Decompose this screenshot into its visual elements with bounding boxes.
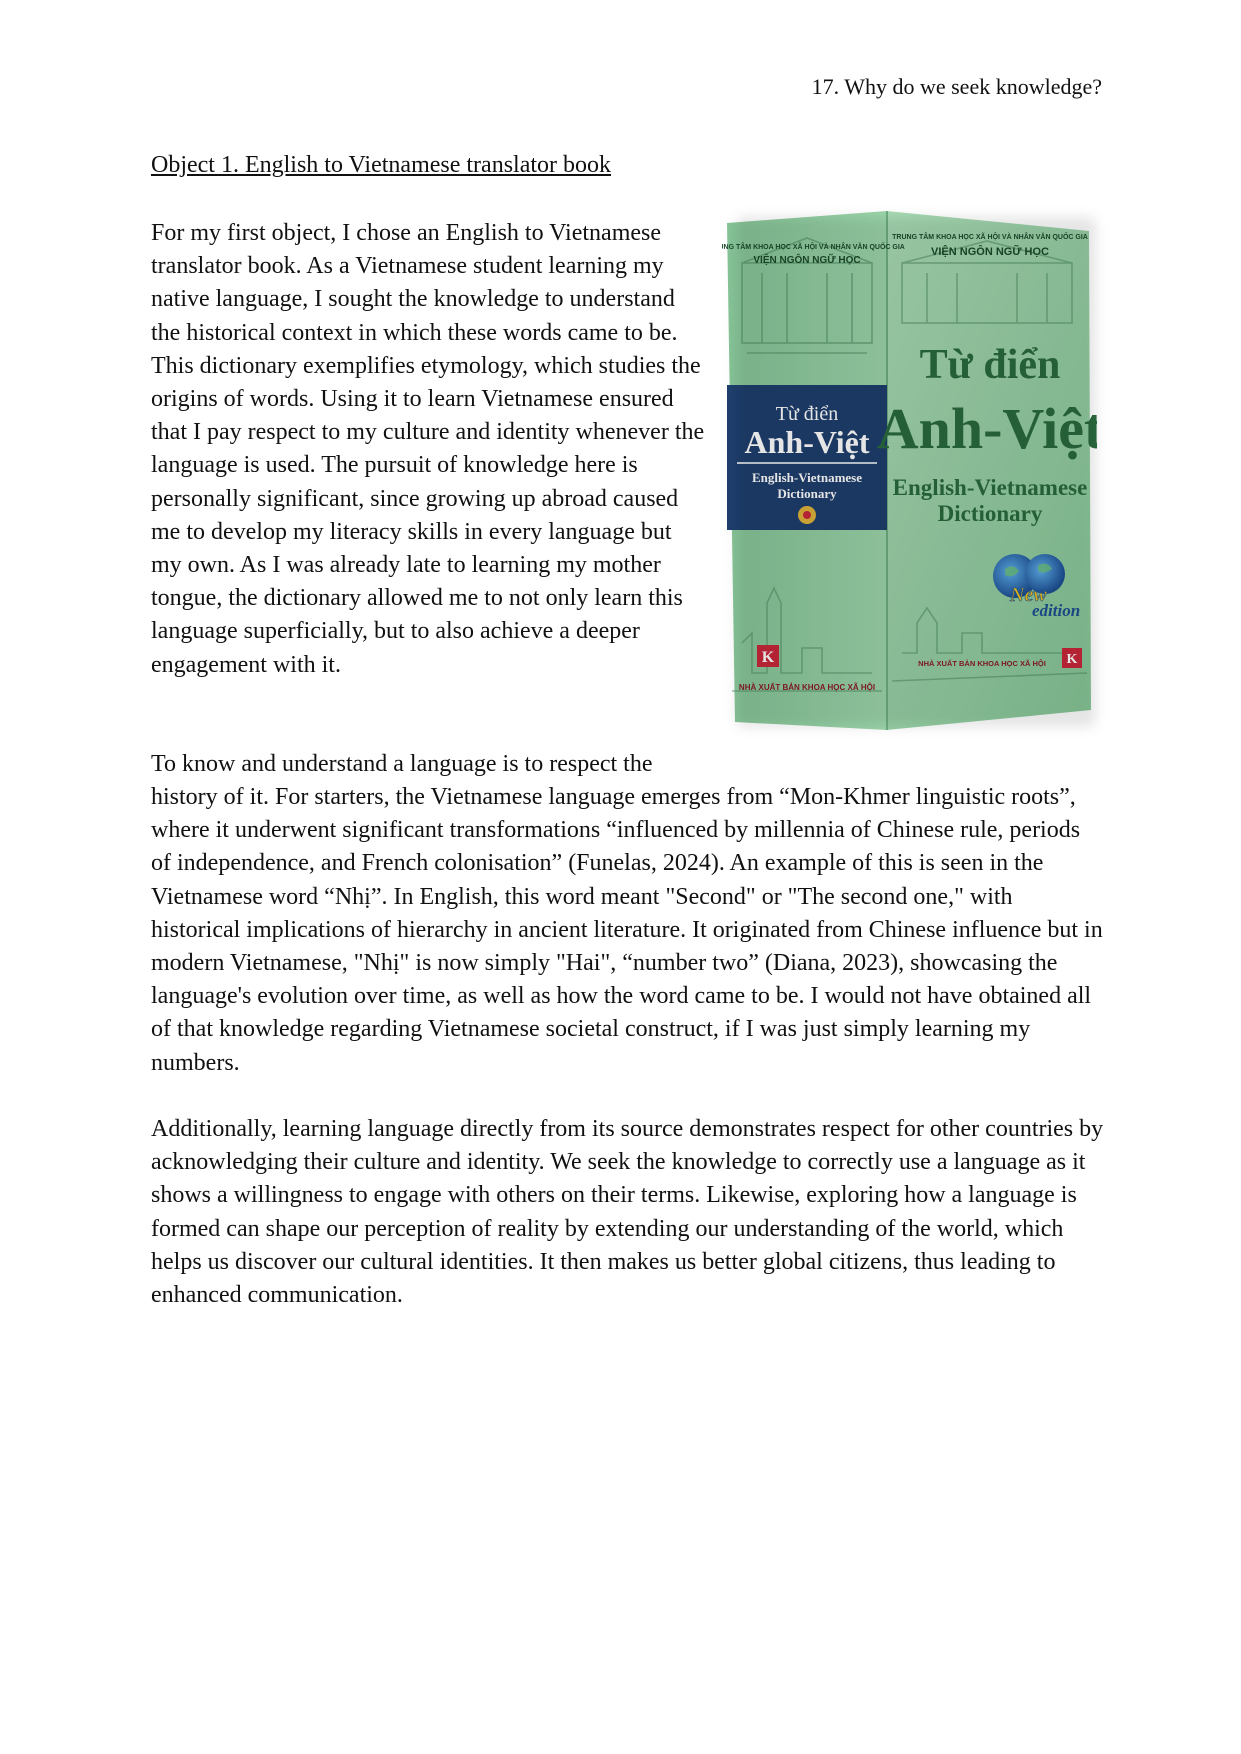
svg-text:K: K bbox=[761, 649, 775, 666]
spine-institute-name: VIỆN NGÔN NGỮ HỌC bbox=[753, 255, 861, 266]
cover-institute-line: TRUNG TÂM KHOA HỌC XÃ HỘI VÀ NHÂN VĂN QUỐC GIA bbox=[892, 234, 1088, 241]
spine-title-small: Từ điển bbox=[775, 403, 839, 425]
paragraph-history: history of it. For starters, the Vietnamese language emerges from “Mon-Khmer linguistic roots”, where it underwent significant transformations “influenced by millennia of Chinese rule, periods of independence, and French colonisation” (Funelas, 2024). An example of this is seen in the Vietnamese word “Nhị”. In English, this word meant "Second" or "The second one," with historical implications of hierarchy in ancient literature. It originated from Chinese influence but in modern Vietnamese, "Nhị" is now simply "Hai", “number two” (Diana, 2023), showcasing the language's evolution over time, as well as how the word came to be. I would not have obtained all of that knowledge regarding Vietnamese societal construct, if I was just simply learning my numbers. bbox=[151, 784, 1103, 1076]
paragraph-history-first-line: To know and understand a language is to respect the bbox=[151, 751, 653, 777]
cover-title-small: Từ điển bbox=[919, 342, 1061, 388]
cover-subtitle-line2: Dictionary bbox=[937, 501, 1043, 526]
spine-publisher-name: NHÀ XUẤT BẢN KHOA HỌC XÃ HỘI bbox=[738, 683, 876, 692]
spine-title-main: Anh-Việt bbox=[744, 424, 870, 460]
cover-publisher-name: NHÀ XUẤT BẢN KHOA HỌC XÃ HỘI bbox=[918, 659, 1046, 668]
badge-new-text: New bbox=[1010, 584, 1047, 606]
page-header-title: 17. Why do we seek knowledge? bbox=[811, 74, 1102, 99]
cover-institute-name: VIỆN NGÔN NGỮ HỌC bbox=[931, 246, 1049, 258]
cover-subtitle-line1: English-Vietnamese bbox=[892, 475, 1088, 500]
spine-institute-line: TRUNG TÂM KHOA HỌC XÃ HỘI VÀ NHÂN VĂN QUỐC GIA bbox=[722, 244, 905, 251]
paragraph-intro: For my first object, I chose an English to Vietnamese translator book. As a Vietnamese student learning my native language, I sought the knowledge to understand the historical context in which these words came to be. This dictionary exemplifies etymology, which studies the origins of words. Using it to learn Vietnamese ensured that I pay respect to my culture and identity whenever the language is used. The pursuit of knowledge here is personally significant, since growing up abroad caused me to develop my literacy skills in every language but my own. As I was already late to learning my mother tongue, the dictionary allowed me to not only learn this language superficially, but to also achieve a deeper engagement with it. bbox=[151, 220, 705, 678]
spine-subtitle-line1: English-Vietnamese bbox=[751, 470, 863, 485]
paragraph-respect: Additionally, learning language directly from its source demonstrates respect for other countries by acknowledging their culture and identity. We seek the knowledge to correctly use a language as it shows a willingness to engage with others on their terms. Likewise, exploring how a language is formed can shape our perception of reality by extending our understanding of the world, which helps us discover our cultural identities. It then makes us better global citizens, thus leading to enhanced communication. bbox=[151, 1116, 1104, 1309]
dictionary-book-image bbox=[722, 203, 1097, 730]
badge-edition-text: edition bbox=[1032, 601, 1081, 620]
spine-subtitle-line2: Dictionary bbox=[777, 486, 837, 501]
cover-title-main: Anh-Việt bbox=[876, 396, 1097, 461]
svg-text:K: K bbox=[1066, 652, 1078, 667]
object-heading: Object 1. English to Vietnamese translator book bbox=[151, 152, 612, 178]
